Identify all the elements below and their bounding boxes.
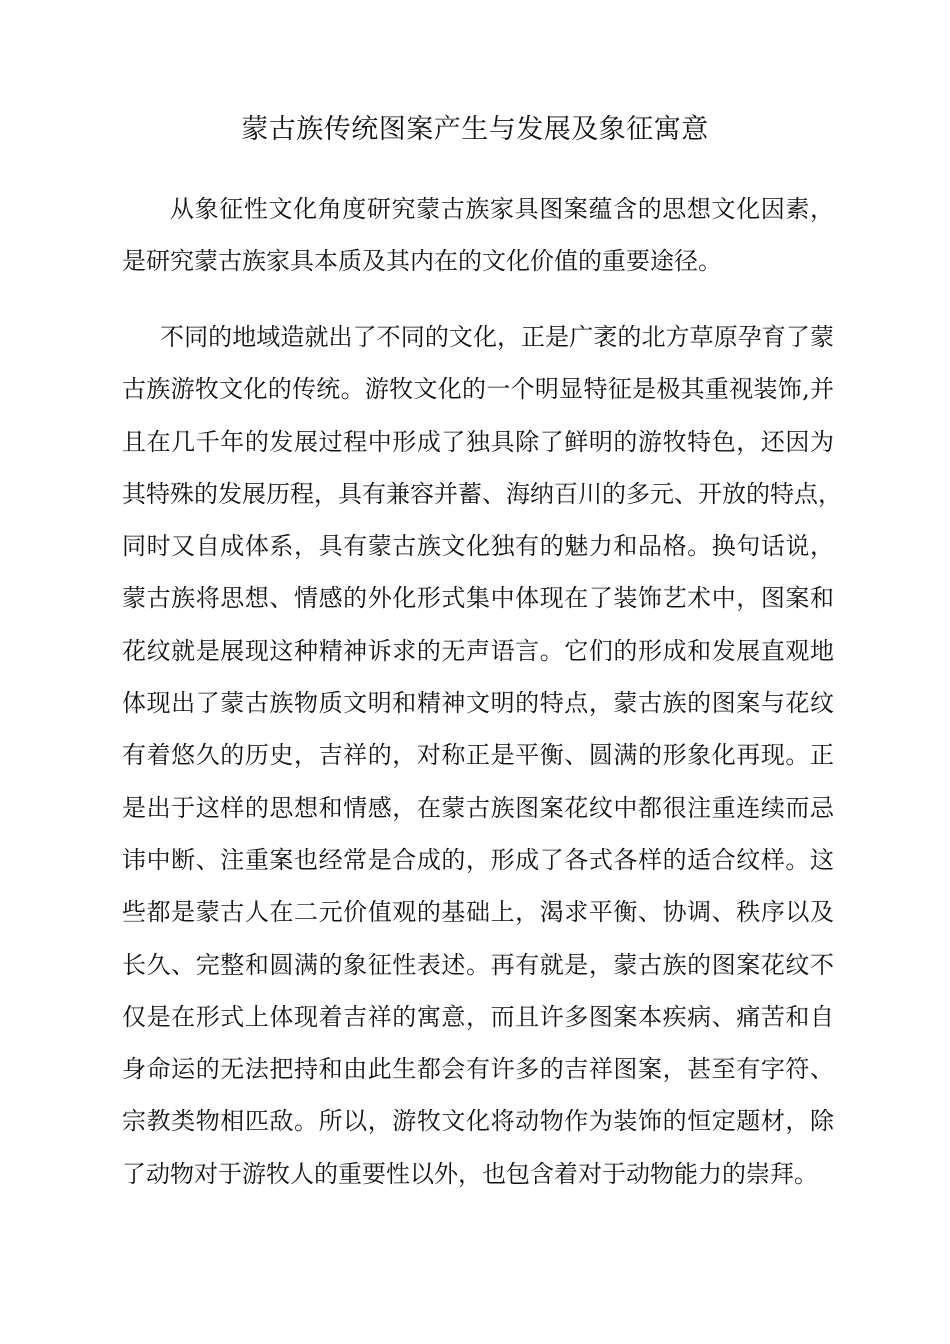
text-line: 花纹就是展现这种精神诉求的无声语言。它们的形成和发展直观地	[122, 636, 834, 665]
text-line: 身命运的无法把持和由此生都会有许多的吉祥图案，甚至有字符、	[122, 1055, 834, 1084]
intro-paragraph	[122, 183, 834, 288]
body-paragraph	[122, 311, 842, 1200]
text-line: 蒙古族将思想、情感的外化形式集中体现在了装饰艺术中，图案和	[122, 584, 834, 613]
text-line: 长久、完整和圆满的象征性表述。再有就是，蒙古族的图案花纹不	[122, 950, 834, 979]
text-line: 有着悠久的历史，吉祥的，对称正是平衡、圆满的形象化再现。正	[122, 741, 834, 770]
text-line: 讳中断、注重案也经常是合成的，形成了各式各样的适合纹样。这	[122, 845, 834, 874]
text-line: 且在几千年的发展过程中形成了独具除了鲜明的游牧特色，还因为	[122, 427, 834, 456]
text-line: 了动物对于游牧人的重要性以外，也包含着对于动物能力的崇拜。	[122, 1159, 818, 1188]
text-line: 宗教类物相匹敌。所以，游牧文化将动物作为装饰的恒定题材，除	[122, 1107, 834, 1136]
text-line: 是研究蒙古族家具本质及其内在的文化价值的重要途径。	[122, 247, 722, 276]
document-title: 蒙古族传统图案产生与发展及象征寓意	[241, 114, 709, 145]
text-line: 同时又自成体系，具有蒙古族文化独有的魅力和品格。换句话说，	[122, 532, 834, 561]
text-line: 是出于这样的思想和情感，在蒙古族图案花纹中都很注重连续而忌	[122, 793, 834, 822]
text-line: 不同的地域造就出了不同的文化，正是广袤的北方草原孕育了蒙	[160, 323, 834, 351]
text-line: 体现出了蒙古族物质文明和精神文明的特点，蒙古族的图案与花纹	[122, 689, 834, 718]
text-line: 仅是在形式上体现着吉祥的寓意，而且许多图案本疾病、痛苦和自	[122, 1002, 834, 1031]
text-line: 些都是蒙古人在二元价值观的基础上，渴求平衡、协调、秩序以及	[122, 898, 834, 927]
text-line: 古族游牧文化的传统。游牧文化的一个明显特征是极其重视装饰,并	[122, 375, 834, 404]
text-line: 从象征性文化角度研究蒙古族家具图案蕴含的思想文化因素，	[170, 195, 834, 223]
text-line: 其特殊的发展历程，具有兼容并蓄、海纳百川的多元、开放的特点，	[122, 479, 842, 508]
